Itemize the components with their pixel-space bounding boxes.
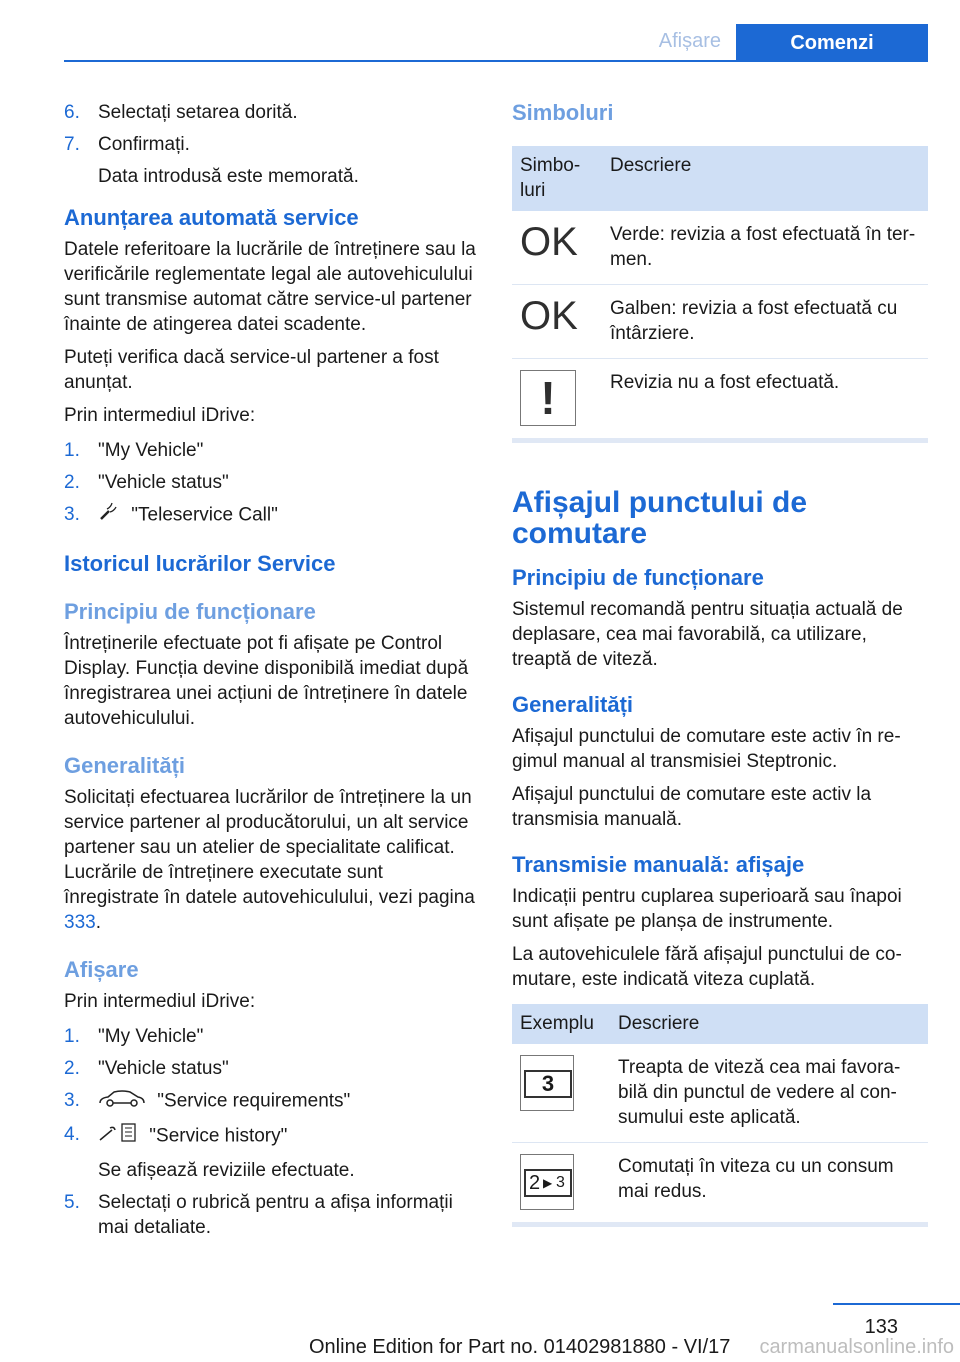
gear-3-icon: 3 <box>520 1055 574 1111</box>
right-column <box>512 100 928 1227</box>
table-row: 2 ▶ 3 Comutați în viteza cu un consum mai redus. <box>512 1143 928 1223</box>
paragraph: Puteți verifica dacă service-ul partener a fost anunțat. <box>64 347 439 393</box>
steps-top <box>64 100 480 189</box>
steps-anuntare <box>64 438 480 529</box>
list-item: 6. Selectați setarea dorită. <box>64 102 298 123</box>
paragraph: La autovehiculele fără afișajul punctului de comutare, este indicată viteza cuplată. <box>512 944 902 990</box>
heading-transmisie: Transmisie manuală: afișaje <box>512 852 805 877</box>
table-header-row: Simboluri Descriere <box>512 146 928 211</box>
table-row: ! Revizia nu a fost efectuată. <box>512 359 928 439</box>
list-item: 1. "My Vehicle" <box>64 440 204 461</box>
watermark: carmanualsonline.info <box>759 1336 954 1358</box>
section-tab-afisare[interactable]: Afișare <box>658 30 721 52</box>
list-item: 4. "Service history" Se afișează reviziile efectuate. <box>64 1124 355 1181</box>
heading-simboluri: Simboluri <box>512 100 614 125</box>
paragraph: Afișajul punctului de comutare este activ la transmisia manuală. <box>512 784 872 830</box>
ok-green-symbol: OK <box>520 220 578 264</box>
list-item: 3. "Service requirements" <box>64 1088 480 1115</box>
list-item: 3. "Teleservice Call" <box>64 502 480 529</box>
table-row: OK Galben: revizia a fost efectuată cu întârziere. <box>512 285 928 359</box>
table-row: OK Verde: revizia a fost efectuată în termen. <box>512 211 928 285</box>
paragraph: Întreținerile efectuate pot fi afișate pe Control Display. Funcția devine disponibilă imediat după înregistrarea unei acțiuni de întreținere în datele autovehiculului. <box>64 633 469 729</box>
heading-principiu: Principiu de funcționare <box>512 565 764 590</box>
page-header <box>64 24 928 62</box>
paragraph: Datele referitoare la lucrările de întreținere sau la verificările reglementate legal ale autovehiculului sunt transmise automat către service-ul partener înainte de atingerea datei scadente. <box>64 239 476 335</box>
heading-istoric: Istoricul lucrărilor Service <box>64 551 336 576</box>
ok-yellow-symbol: OK <box>520 294 578 338</box>
list-item: 1. "My Vehicle" <box>64 1026 204 1047</box>
paragraph: Indicații pentru cuplarea superioară sau înapoi sunt afișate pe planșa de instrumente. <box>512 886 902 932</box>
footer-rule <box>833 1303 960 1305</box>
paragraph: Afișajul punctului de comutare este activ în regimul manual al transmisiei Steptronic. <box>512 726 901 772</box>
list-item: 2. "Vehicle status" <box>64 472 229 493</box>
page-link[interactable]: 333 <box>64 912 96 933</box>
paragraph: Prin intermediul iDrive: <box>64 405 256 426</box>
teleservice-icon <box>98 502 120 529</box>
heading-generalitati: Generalități <box>512 692 634 717</box>
list-item: 5. Selectați o rubrică pentru a afișa informații mai detaliate. <box>64 1192 453 1238</box>
heading-generalitati: Generalități <box>64 753 186 778</box>
steps-afisare <box>64 1024 480 1240</box>
heading-afisaj-punct-comutare: Afișajul punctului de comutare <box>512 486 808 550</box>
heading-afisare: Afișare <box>64 957 139 982</box>
paragraph: Prin intermediul iDrive: <box>64 991 256 1012</box>
paragraph: Sistemul recomandă pentru situația actuală de deplasare, cea mai favorabilă, ca utilizare, treaptă de viteză. <box>512 599 903 670</box>
arrow-right-icon: ▶ <box>543 1176 553 1190</box>
table-header-row: Exemplu Descriere <box>512 1004 928 1044</box>
symbols-table <box>512 146 928 438</box>
page-number: 133 <box>864 1316 898 1338</box>
examples-table <box>512 1004 928 1222</box>
left-column <box>64 100 480 1247</box>
car-icon <box>98 1088 146 1115</box>
table-end-rule <box>512 438 928 443</box>
table-end-rule <box>512 1222 928 1227</box>
heading-principiu: Principiu de funcționare <box>64 599 316 624</box>
gear-shift-2-to-3-icon: 2 ▶ 3 <box>520 1154 574 1210</box>
list-item: 2. "Vehicle status" <box>64 1058 229 1079</box>
heading-anuntare: Anunțarea automată service <box>64 205 359 230</box>
section-tab-comenzi[interactable]: Comenzi <box>736 24 928 62</box>
service-history-icon <box>98 1122 138 1151</box>
paragraph: Solicitați efectuarea lucrărilor de întreținere la un service partener al producătorului, un alt service partener sau un atelier de specialitate calificat. Lucrările de întreținere executate sunt înregistrate în datele autovehiculului, vezi pagina 333. <box>64 787 475 933</box>
table-row: 3 Treapta de viteză cea mai favorabilă din punctul de vedere al consumului este aplicată. <box>512 1044 928 1143</box>
edition-note: Online Edition for Part no. 01402981880 - VI/17 <box>309 1336 731 1358</box>
list-item: 7. Confirmați. Data introdusă este memorată. <box>64 134 359 187</box>
warning-exclamation-icon: ! <box>520 370 576 426</box>
